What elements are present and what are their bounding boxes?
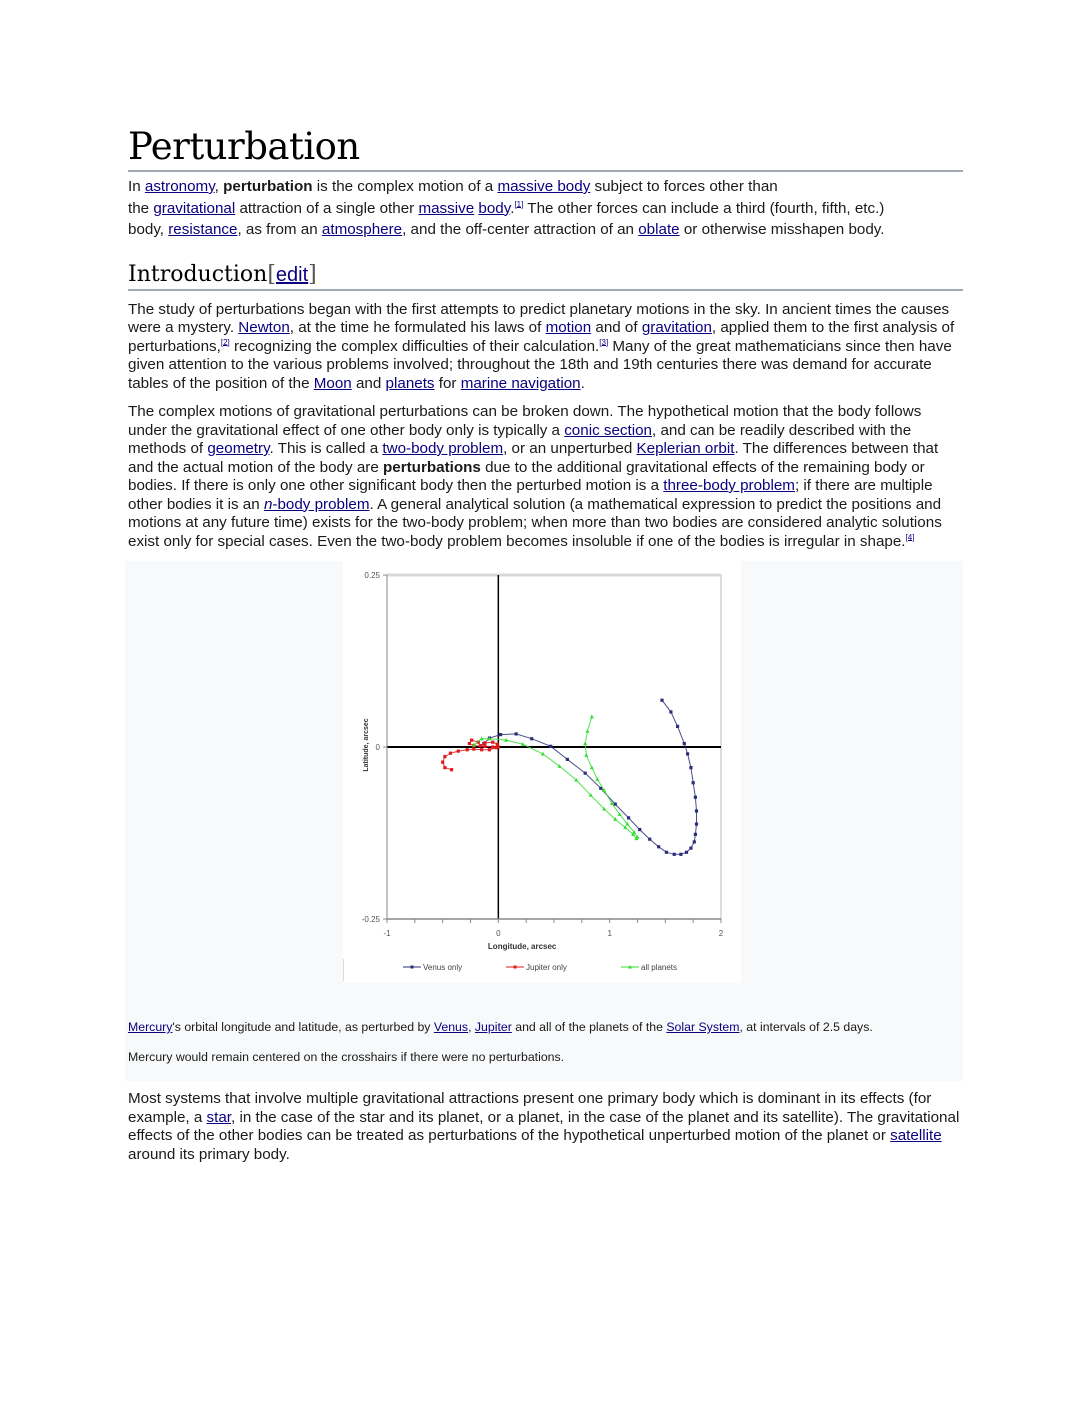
figure-caption: Mercury's orbital longitude and latitude, as perturbed by Venus, Jupiter and all of the planets of the Solar System, at intervals of 2.5 days.: [128, 1020, 873, 1034]
data-point: [491, 741, 494, 744]
lead-paragraph: In astronomy, perturbation is the complex motion of a massive body subject to forces other than the gravitational attraction of a single other massive body.[1] The other forces can include a third (fourth, fifth, etc.) body, resistance, as from an atmosphere, and the off-center attraction of an oblate or otherwise misshapen body.: [128, 178, 885, 238]
data-point: [499, 733, 502, 736]
data-point: [648, 838, 651, 841]
data-point: [483, 741, 486, 744]
data-point: [694, 833, 697, 836]
link-astronomy[interactable]: astronomy: [144, 178, 215, 195]
paragraph-history: The study of perturbations began with the first attempts to predict planetary motions in the sky. In ancient times the causes were a mystery. Newton, at the time he formulated his laws of motion and of gravitation, applied them to the first analysis of perturbations,[2] recognizing the complex difficulties of their calculation.[3] Many of the great mathematicians since then have given attention to the various problems involved; throughout the 18th and 19th centuries there was demand for accurate tables of the position of the Moon and planets for marine navigation.: [128, 300, 955, 392]
link-motion[interactable]: motion: [545, 319, 592, 336]
data-point: [449, 752, 452, 755]
data-point: [530, 737, 533, 740]
data-point: [584, 772, 587, 775]
data-point: [693, 840, 696, 843]
data-point: [450, 768, 453, 771]
figure-thumbnail: [125, 561, 963, 1081]
data-point: [470, 739, 473, 742]
link-moon[interactable]: Moon: [313, 374, 352, 392]
data-point: [472, 747, 475, 750]
link-marine-navigation[interactable]: marine navigation: [460, 374, 581, 392]
data-point: [689, 766, 692, 769]
data-point: [695, 809, 698, 812]
data-point: [695, 822, 698, 825]
data-point: [676, 725, 679, 728]
link-gravitational[interactable]: gravitational: [153, 199, 236, 217]
data-point: [660, 699, 663, 702]
page-title: Perturbation: [128, 125, 360, 168]
reference-3-link[interactable]: [3]: [599, 337, 609, 347]
link-body[interactable]: body: [478, 199, 511, 217]
link-two-body-problem[interactable]: two-body problem: [382, 440, 504, 457]
x-axis-label: Longitude, arcsec: [487, 942, 557, 951]
data-point: [441, 761, 444, 764]
legend-label: Jupiter only: [526, 963, 567, 972]
link-newton[interactable]: Newton: [238, 319, 290, 336]
x-tick-label: 1: [607, 929, 612, 938]
x-tick-label: 0: [496, 929, 501, 938]
reference-2-link[interactable]: [2]: [220, 337, 230, 347]
x-tick-label: 2: [718, 929, 724, 938]
data-point: [566, 758, 569, 761]
data-point: [689, 847, 692, 850]
bold-term: perturbations: [382, 458, 481, 476]
bold-term: perturbation: [223, 178, 313, 195]
link-gravitation[interactable]: gravitation: [641, 319, 712, 336]
data-point: [669, 710, 672, 713]
data-point: [443, 755, 446, 758]
data-point: [627, 816, 630, 819]
figure-caption-note: Mercury would remain centered on the crosshairs if there were no perturbations.: [128, 1050, 565, 1064]
link-massive-body[interactable]: massive body: [497, 178, 591, 195]
link-star[interactable]: star: [206, 1108, 231, 1126]
link-massive[interactable]: massive: [418, 199, 475, 217]
legend-label: Venus only: [423, 963, 463, 972]
link-resistance[interactable]: resistance: [168, 221, 238, 238]
y-tick-label: 0: [375, 743, 380, 752]
legend-marker: [514, 966, 517, 969]
legend-marker: [411, 966, 414, 969]
link-planets[interactable]: planets: [385, 374, 435, 392]
reference-4-link[interactable]: [4]: [905, 532, 915, 542]
data-point: [480, 748, 483, 751]
section-heading-introduction: Introduction[edit]: [128, 261, 317, 287]
link-venus[interactable]: Venus: [433, 1020, 469, 1034]
link-atmosphere[interactable]: atmosphere: [321, 221, 403, 238]
data-point: [685, 851, 688, 854]
data-point: [457, 750, 460, 753]
link-solar-system[interactable]: Solar System: [666, 1020, 740, 1034]
data-point: [686, 752, 689, 755]
data-point: [488, 748, 491, 751]
data-point: [683, 742, 686, 745]
title-divider: [128, 170, 963, 172]
data-point: [679, 853, 682, 856]
data-point: [466, 748, 469, 751]
data-point: [496, 743, 499, 746]
reference-1-link[interactable]: [1]: [514, 199, 524, 209]
data-point: [549, 745, 552, 748]
perturbation-chart[interactable]: [343, 561, 741, 983]
data-point: [443, 766, 446, 769]
paragraph-primary-body: Most systems that involve multiple gravitational attractions present one primary body which is dominant in its effects (for example, a star, in the case of the star and its planet, or a planet, in the case of the planet and its satellite). The gravitational effects of the other bodies can be treated as perturbations of the hypothetical unperturbed motion of the planet or satellite around its primary body.: [128, 1090, 960, 1163]
chart-svg: [343, 561, 741, 983]
link-keplerian-orbit[interactable]: Keplerian orbit: [636, 440, 735, 457]
link-n-body-problem[interactable]: n-body problem: [263, 495, 370, 513]
data-point: [614, 803, 617, 806]
data-point: [515, 732, 518, 735]
link-satellite[interactable]: satellite: [890, 1127, 942, 1144]
link-jupiter[interactable]: Jupiter: [474, 1020, 512, 1034]
legend-label: all planets: [641, 963, 678, 972]
link-conic-section[interactable]: conic section: [564, 421, 652, 439]
data-point: [665, 851, 668, 854]
data-point: [638, 828, 641, 831]
article: [128, 124, 963, 1164]
data-point: [692, 781, 695, 784]
data-point: [479, 744, 482, 747]
link-oblate[interactable]: oblate: [638, 221, 680, 238]
section-divider: [128, 289, 963, 291]
data-point: [483, 745, 486, 748]
paragraph-breakdown: The complex motions of gravitational perturbations can be broken down. The hypothetical motion that the body follows under the gravitational effect of one other body only is typically a conic section, and can be readily described with the methods of geometry. This is called a two-body problem, or an unperturbed Keplerian orbit. The differences between that and the actual motion of the body are perturbations due to the additional gravitational effects of the remaining body or bodies. If there is only one other significant body then the perturbed motion is a three-body problem; if there are multiple other bodies it is an n-body problem. A general analytical solution (a mathematical expression to predict the positions and motions at any future time) exists for the two-body problem; when more than two bodies are considered analytic solutions exist only for special cases. Even the two-body problem becomes insoluble if one of the bodies is irregular in shape.[4]: [128, 403, 942, 550]
edit-section-link[interactable]: edit: [275, 263, 309, 286]
data-point: [657, 845, 660, 848]
data-point: [673, 853, 676, 856]
data-point: [694, 796, 697, 799]
y-tick-label: -0.25: [361, 915, 380, 924]
y-tick-label: 0.25: [364, 571, 380, 580]
data-point: [468, 742, 471, 745]
link-three-body-problem[interactable]: three-body problem: [663, 477, 795, 494]
data-point: [491, 745, 494, 748]
data-point: [497, 745, 500, 748]
y-axis-label: Latitude, arcsec: [363, 718, 370, 772]
link-mercury[interactable]: Mercury: [128, 1020, 173, 1034]
link-geometry[interactable]: geometry: [207, 440, 270, 457]
x-tick-label: -1: [383, 929, 391, 938]
